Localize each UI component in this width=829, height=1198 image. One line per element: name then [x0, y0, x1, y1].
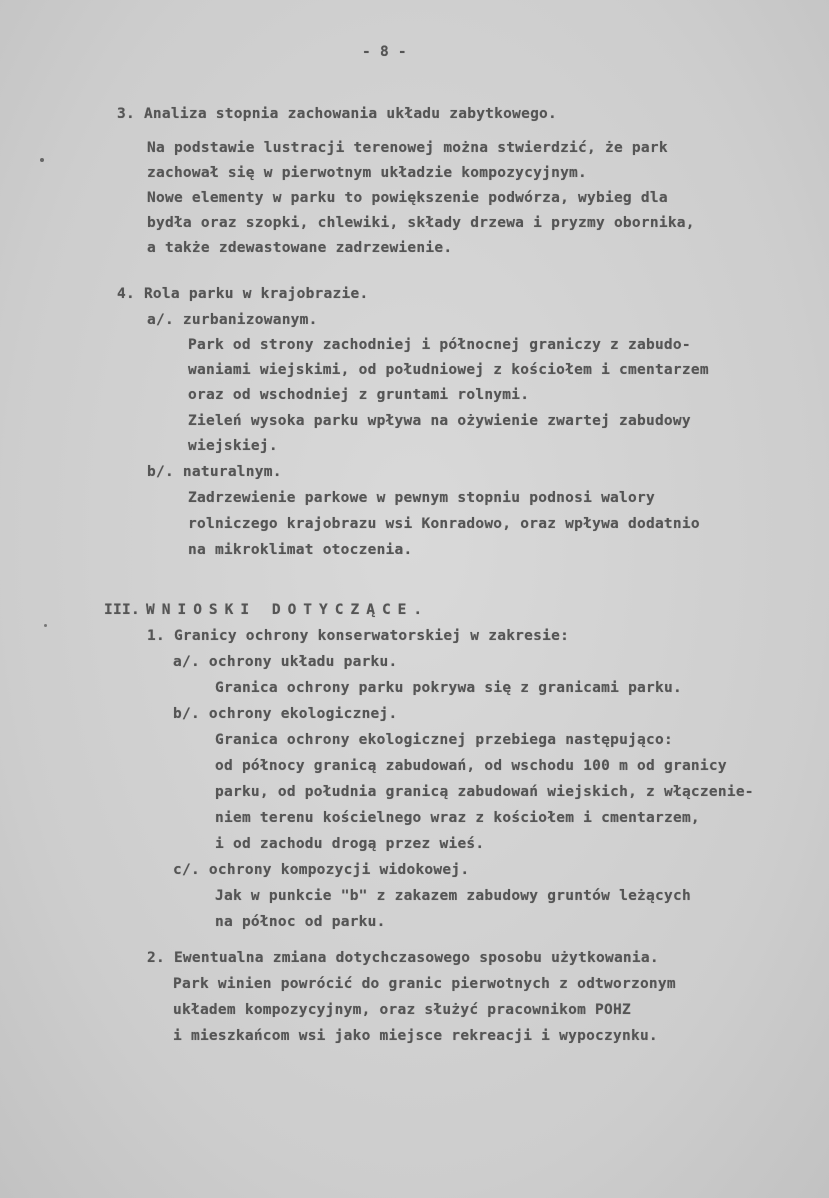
item-2-line-1: Park winien powrócić do granic pierwotnych z odtworzonym [173, 976, 676, 992]
section-4-a-line-4: Zieleń wysoka parku wpływa na ożywienie zwartej zabudowy [188, 413, 691, 429]
section-III-heading: WNIOSKI DOTYCZĄCE. [146, 602, 430, 618]
item-2-line-3: i mieszkańcom wsi jako miejsce rekreacji i wypoczynku. [173, 1028, 658, 1044]
item-1-b-line-1: Granica ochrony ekologicznej przebiega następująco: [215, 732, 673, 748]
section-III-item-2-heading: 2. Ewentualna zmiana dotychczasowego sposobu użytkowania. [147, 950, 659, 966]
item-2-line-2: układem kompozycyjnym, oraz służyć pracownikom POHZ [173, 1002, 631, 1018]
section-4-heading: 4. Rola parku w krajobrazie. [117, 286, 369, 302]
section-4-b-line-1: Zadrzewienie parkowe w pewnym stopniu podnosi walory [188, 490, 655, 506]
section-3-line-4: bydła oraz szopki, chlewiki, składy drzewa i pryzmy obornika, [147, 215, 695, 231]
section-4-a-line-5: wiejskiej. [188, 438, 278, 454]
section-III-roman: III. [104, 602, 140, 618]
item-1-b-line-4: niem terenu kościelnego wraz z kościołem i cmentarzem, [215, 810, 700, 826]
item-1-b-line-2: od północy granicą zabudowań, od wschodu 100 m od granicy [215, 758, 727, 774]
page-number: - 8 - [362, 44, 407, 60]
scan-mark [44, 624, 47, 627]
section-4-a-line-3: oraz od wschodniej z gruntami rolnymi. [188, 387, 530, 403]
item-1-b-line-3: parku, od południa granicą zabudowań wiejskich, z włączenie- [215, 784, 754, 800]
item-1-c-line-2: na północ od parku. [215, 914, 386, 930]
section-3-line-3: Nowe elementy w parku to powiększenie podwórza, wybieg dla [147, 190, 668, 206]
section-4-b-line-3: na mikroklimat otoczenia. [188, 542, 413, 558]
section-3-line-2: zachował się w pierwotnym układzie kompozycyjnym. [147, 165, 588, 181]
section-4-a-label: a/. zurbanizowanym. [147, 312, 318, 328]
item-1-b-line-5: i od zachodu drogą przez wieś. [215, 836, 485, 852]
item-1-a-line-1: Granica ochrony parku pokrywa się z granicami parku. [215, 680, 682, 696]
section-3-line-5: a także zdewastowane zadrzewienie. [147, 240, 453, 256]
item-1-c-label: c/. ochrony kompozycji widokowej. [173, 862, 470, 878]
section-4-a-line-1: Park od strony zachodniej i północnej graniczy z zabudo- [188, 337, 691, 353]
section-4-b-label: b/. naturalnym. [147, 464, 282, 480]
item-1-a-label: a/. ochrony układu parku. [173, 654, 398, 670]
item-1-c-line-1: Jak w punkcie "b" z zakazem zabudowy gruntów leżących [215, 888, 691, 904]
section-3-heading: 3. Analiza stopnia zachowania układu zabytkowego. [117, 106, 558, 122]
section-3-line-1: Na podstawie lustracji terenowej można stwierdzić, że park [147, 140, 668, 156]
section-4-a-line-2: waniami wiejskimi, od południowej z kościołem i cmentarzem [188, 362, 709, 378]
item-1-b-label: b/. ochrony ekologicznej. [173, 706, 398, 722]
section-III-item-1-heading: 1. Granicy ochrony konserwatorskiej w zakresie: [147, 628, 570, 644]
section-4-b-line-2: rolniczego krajobrazu wsi Konradowo, oraz wpływa dodatnio [188, 516, 700, 532]
scan-mark [40, 158, 44, 162]
